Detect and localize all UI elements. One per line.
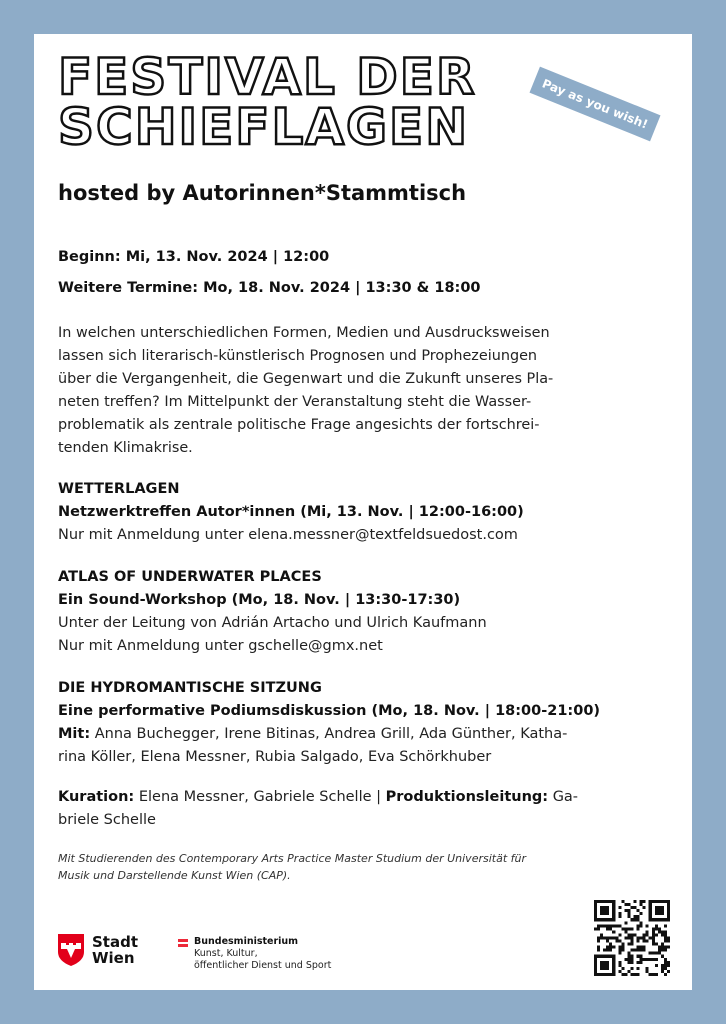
begin-date: Beginn: Mi, 13. Nov. 2024 | 12:00	[58, 249, 330, 265]
bm-logo-line: Bundesministerium	[194, 936, 299, 947]
section-subheading: Ein Sound-Workshop (Mo, 18. Nov. | 13:30-17:30)	[58, 592, 461, 608]
section-line: Nur mit Anmeldung unter gschelle@gmx.net	[58, 638, 383, 654]
intro-line: problematik als zentrale politische Frage angesichts der fortschrei-	[58, 417, 540, 433]
intro-line: über die Vergangenheit, die Gegenwart und die Zukunft unseres Pla-	[58, 371, 554, 387]
title-line-2: SCHIEFLAGEN	[58, 98, 470, 156]
intro-paragraph	[58, 322, 672, 460]
mit-label: Mit:	[58, 726, 91, 742]
produktion-text-2: briele Schelle	[58, 812, 156, 828]
produktion-text-1: Ga-	[552, 789, 579, 805]
festival-title	[58, 48, 477, 156]
wien-logo-line: Wien	[92, 949, 135, 967]
section-heading: ATLAS OF UNDERWATER PLACES	[58, 569, 322, 585]
section-subheading: Eine performative Podiumsdiskussion (Mo, 18. Nov. | 18:00-21:00)	[58, 703, 601, 719]
section-heading: DIE HYDROMANTISCHE SITZUNG	[58, 680, 322, 696]
further-dates: Weitere Termine: Mo, 18. Nov. 2024 | 13:30 & 18:00	[58, 280, 481, 296]
event-dates	[58, 242, 481, 304]
poster-sheet	[34, 34, 692, 990]
participants-line-1: Anna Buchegger, Irene Bitinas, Andrea Grill, Ada Günther, Katha-	[94, 726, 568, 742]
section-heading: WETTERLAGEN	[58, 481, 180, 497]
section-line	[58, 723, 678, 746]
intro-line: tenden Klimakrise.	[58, 440, 193, 456]
section-line: Nur mit Anmeldung unter elena.messner@textfeldsuedost.com	[58, 527, 518, 543]
intro-line: lassen sich literarisch-künstlerisch Prognosen und Prophezeiungen	[58, 348, 538, 364]
kuration-label: Kuration:	[58, 789, 135, 805]
bundesministerium-logo	[178, 936, 331, 972]
section-wetterlagen	[58, 478, 678, 547]
note-line: Musik und Darstellende Kunst Wien (CAP).	[58, 869, 291, 882]
intro-line: neten treffen? Im Mittelpunkt der Veranstaltung steht die Wasser-	[58, 394, 532, 410]
section-line: rina Köller, Elena Messner, Rubia Salgado, Eva Schörkhuber	[58, 749, 492, 765]
bm-logo-line: Kunst, Kultur,	[194, 948, 258, 959]
qr-code-icon[interactable]	[594, 900, 670, 976]
cap-note	[58, 850, 678, 884]
pay-as-you-wish-badge: Pay as you wish!	[529, 67, 660, 142]
host-subtitle: hosted by Autorinnen*Stammtisch	[58, 181, 467, 205]
stadt-wien-shield-icon	[58, 934, 84, 966]
kuration-text: Elena Messner, Gabriele Schelle |	[138, 789, 382, 805]
section-hydromantische-sitzung	[58, 677, 678, 769]
austria-flag-icon	[178, 939, 188, 947]
produktion-label: Produktionsleitung:	[385, 789, 549, 805]
section-subheading: Netzwerktreffen Autor*innen (Mi, 13. Nov. | 12:00-16:00)	[58, 504, 524, 520]
section-atlas	[58, 566, 678, 658]
title-line-1: FESTIVAL DER	[58, 48, 477, 106]
wien-logo-line: Stadt	[92, 933, 139, 951]
intro-line: In welchen unterschiedlichen Formen, Medien und Ausdrucksweisen	[58, 325, 550, 341]
section-line: Unter der Leitung von Adrián Artacho und Ulrich Kaufmann	[58, 615, 487, 631]
credits	[58, 786, 678, 832]
note-line: Mit Studierenden des Contemporary Arts Practice Master Studium der Universität für	[58, 852, 526, 865]
bm-logo-line: öffentlicher Dienst und Sport	[194, 960, 332, 971]
stadt-wien-logo	[58, 934, 138, 966]
